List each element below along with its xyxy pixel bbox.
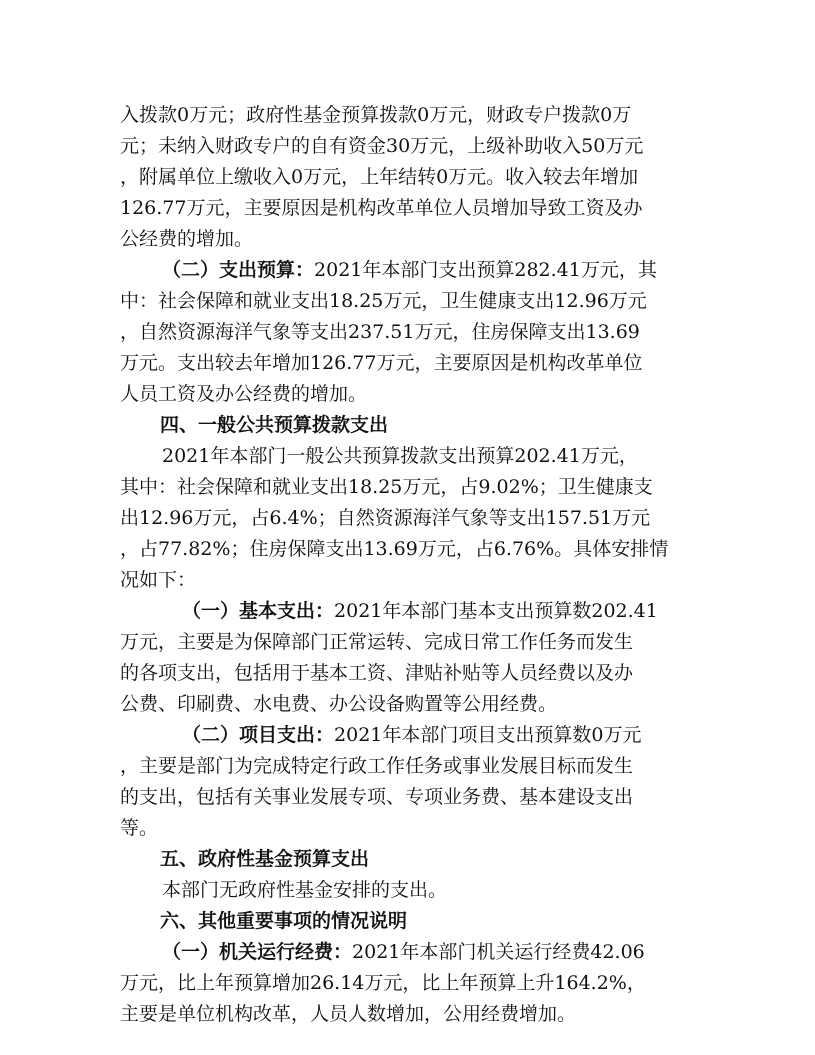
text-line: 公费、印刷费、水电费、办公设备购置等公用经费。 [120,693,558,715]
section-heading: 四、一般公共预算拨款支出 [160,414,389,436]
subheading: （一）机关运行经费： [162,941,353,963]
text-line: 况如下： [120,569,197,591]
text-line: 人员工资及办公经费的增加。 [120,383,368,405]
text-line: 万元，主要是为保障部门正常运转、完成日常工作任务而发生 [120,631,634,653]
text-line: 万元。支出较去年增加126.77万元，主要原因是机构改革单位 [120,352,643,374]
subheading: （一）基本支出： [182,600,335,622]
text-line: 等。 [120,817,159,839]
text-line: 126.77万元，主要原因是机构改革单位人员增加导致工资及办 [120,197,643,219]
text-line: 入拨款0万元；政府性基金预算拨款0万元，财政专户拨款0万 [120,104,632,126]
subheading-line: （二）支出预算：2021年本部门支出预算282.41万元，其 [162,259,657,281]
text-line: ，自然资源海洋气象等支出237.51万元，住房保障支出13.69 [120,321,640,343]
text-line: ，附属单位上缴收入0万元，上年结转0万元。收入较去年增加 [120,166,639,188]
text-line: 中：社会保障和就业支出18.25万元，卫生健康支出12.96万元 [120,290,647,312]
subheading-line: （一）基本支出：2021年本部门基本支出预算数202.41 [182,600,658,622]
section-heading: 五、政府性基金预算支出 [160,848,370,870]
subheading-line: （二）项目支出：2021年本部门项目支出预算数0万元 [182,724,642,746]
subheading: （二）项目支出： [182,724,335,746]
text-line: 的支出，包括有关事业发展专项、专项业务费、基本建设支出 [120,786,634,808]
text-line: 万元，比上年预算增加26.14万元，比上年预算上升164.2%， [120,972,646,994]
text-line: 本部门无政府性基金安排的支出。 [162,879,448,901]
text-line: 主要是单位机构改革，人员人数增加，公用经费增加。 [120,1003,577,1025]
text-line: 其中：社会保障和就业支出18.25万元，占9.02%；卫生健康支 [120,476,653,498]
text-line: 出12.96万元，占6.4%；自然资源海洋气象等支出157.51万元 [120,507,651,529]
subheading-line: （一）机关运行经费：2021年本部门机关运行经费42.06 [162,941,645,963]
text-line: 2021年本部门一般公共预算拨款支出预算202.41万元， [162,445,638,467]
text-line: ，主要是部门为完成特定行政工作任务或事业发展目标而发生 [120,755,634,777]
subheading: （二）支出预算： [162,259,315,281]
text-line: 元；未纳入财政专户的自有资金30万元，上级补助收入50万元 [120,135,644,157]
text-line: 公经费的增加。 [120,228,254,250]
section-heading: 六、其他重要事项的情况说明 [160,910,408,932]
text-line: ，占77.82%；住房保障支出13.69万元，占6.76%。具体安排情 [120,538,669,560]
text-line: 的各项支出，包括用于基本工资、津贴补贴等人员经费以及办 [120,662,634,684]
